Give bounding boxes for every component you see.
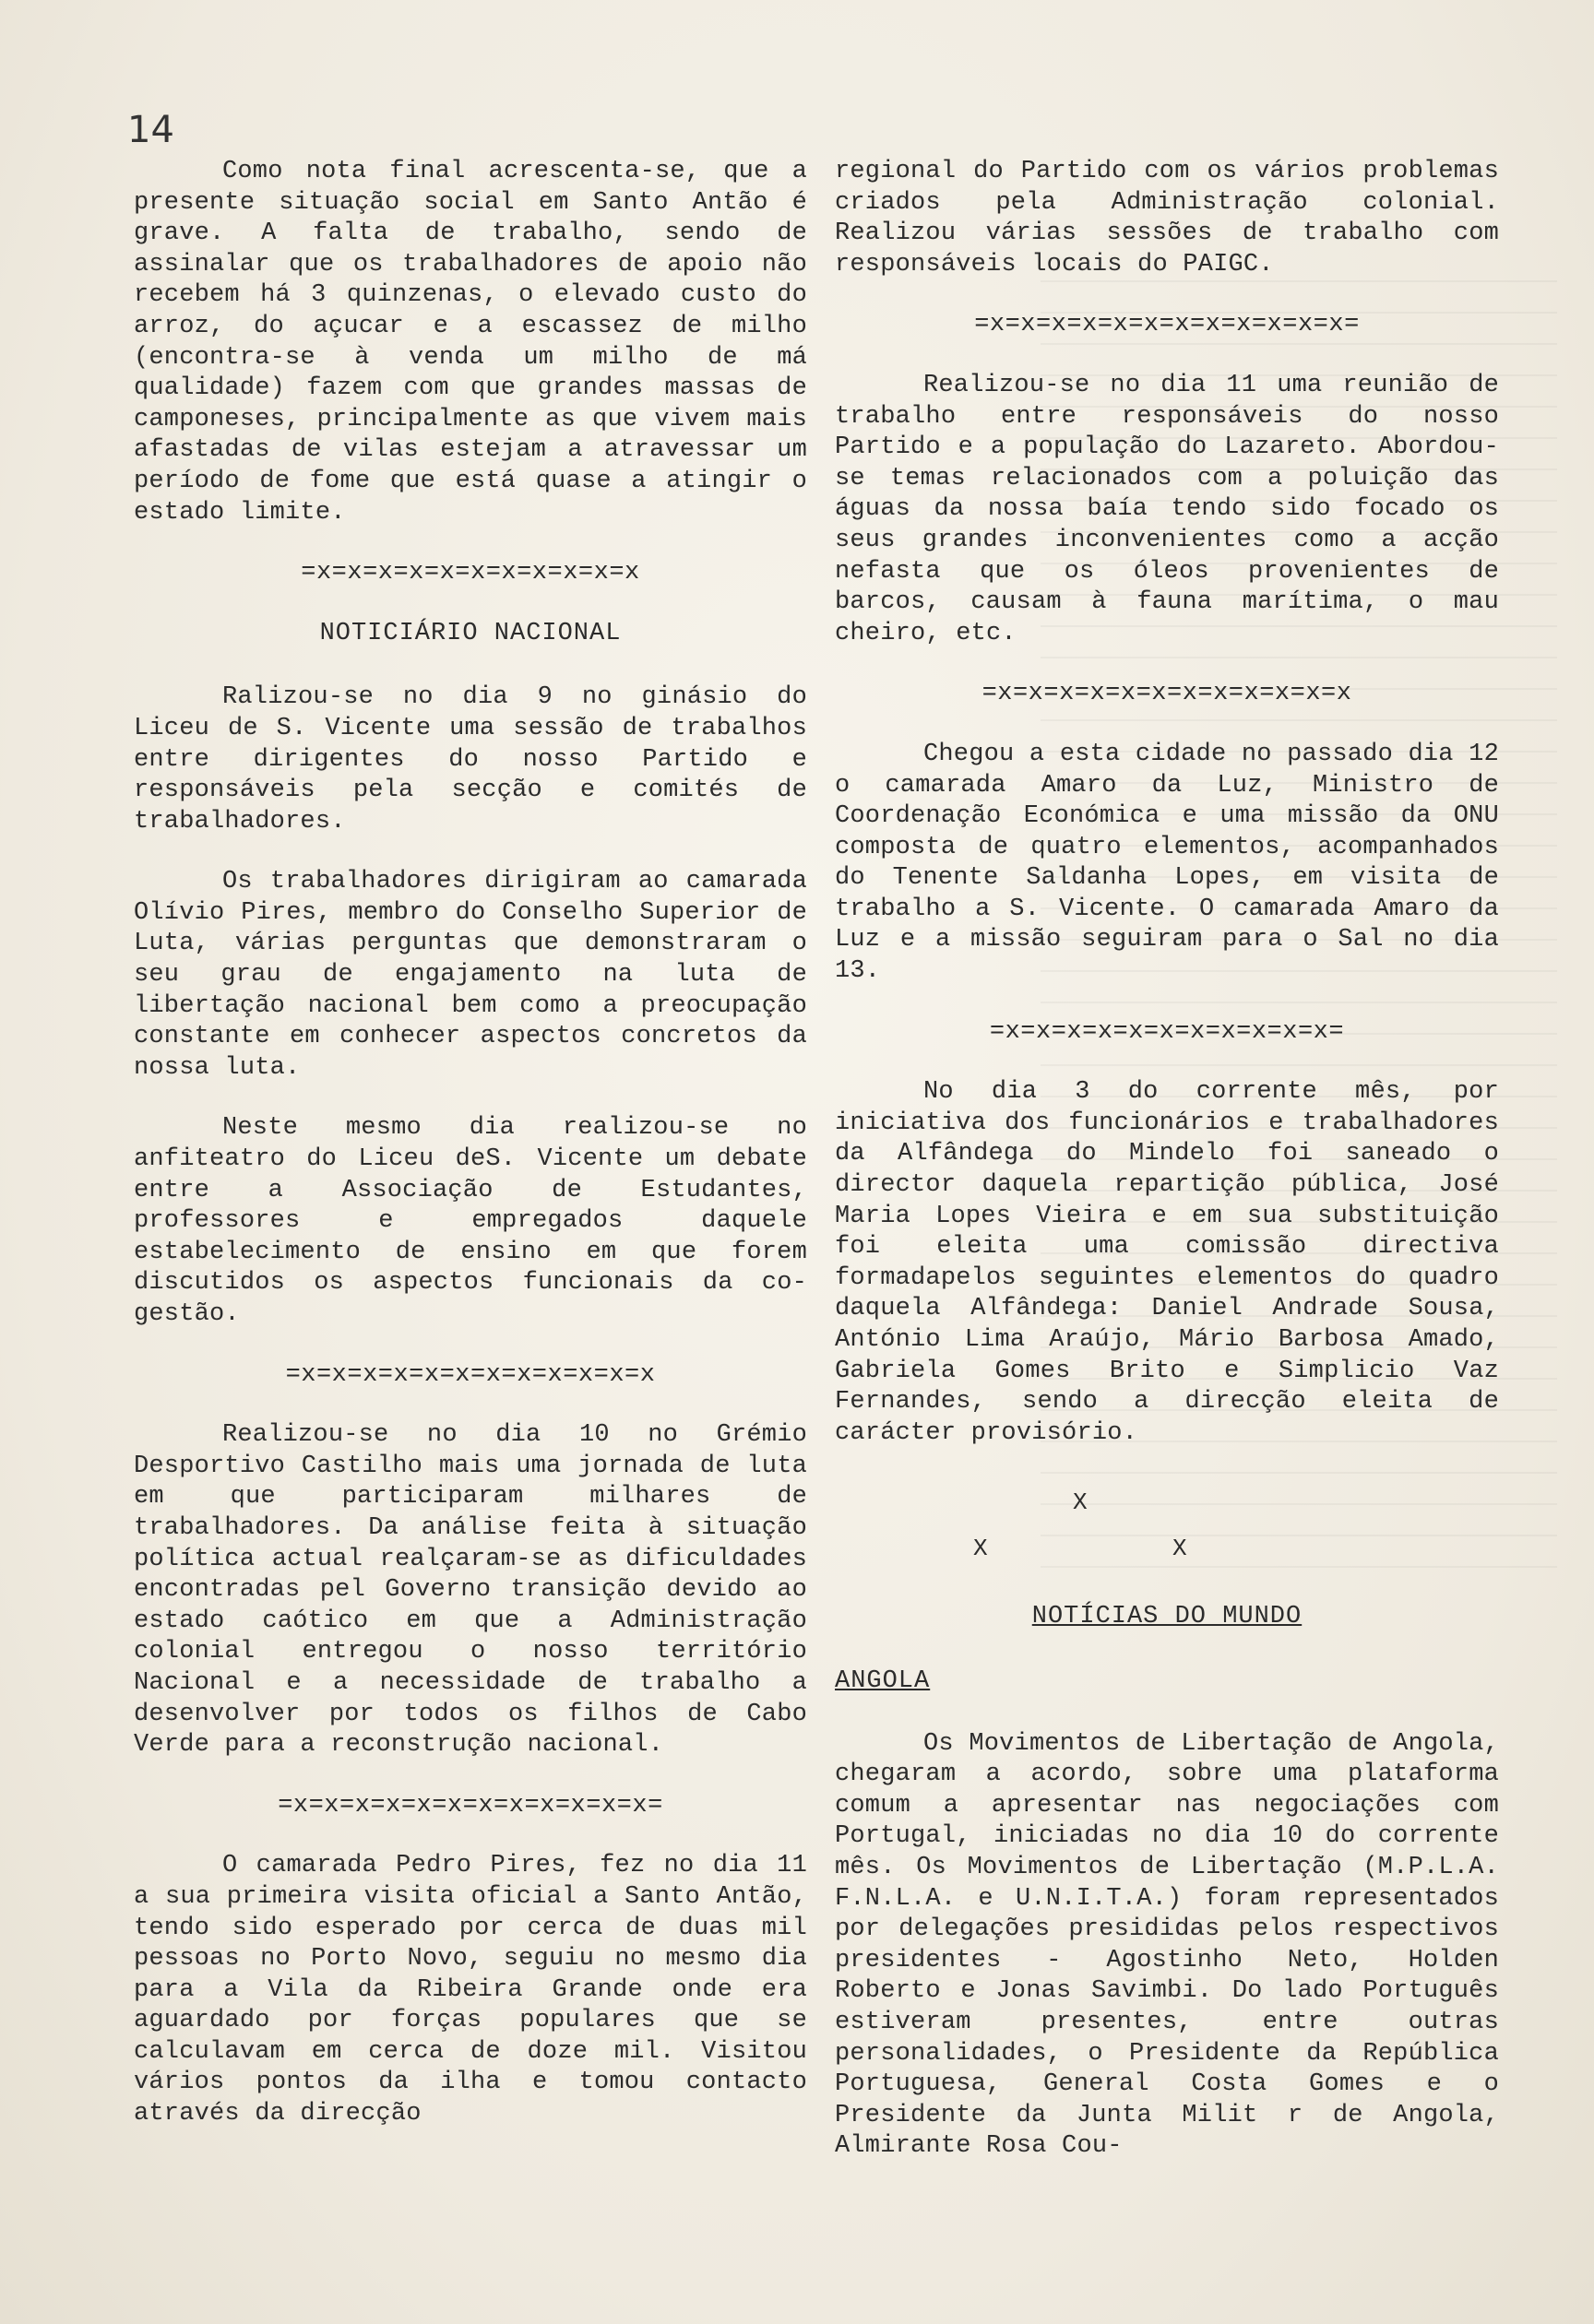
paragraph-olivio-pires: Os trabalhadores dirigiram ao camarada Olívio Pires, membro do Conselho Superior de Luta, várias perguntas que demonstraram o seu grau de engajamento na luta de libertação nacional bem como a preocupação constante em conhecer aspectos concretos da nossa luta. xyxy=(134,868,807,1082)
subheading-angola: ANGOLA xyxy=(835,1666,931,1695)
page-number: 14 xyxy=(127,109,174,151)
section-heading-noticias-do-mundo xyxy=(835,1602,1499,1633)
section-heading-noticiario-nacional: NOTICIÁRIO NACIONAL xyxy=(319,619,622,647)
section-separator: =x=x=x=x=x=x=x=x=x=x=x=x xyxy=(981,680,1352,708)
paragraph-santo-antao-situation: Como nota final acrescenta-se, que a presente situação social em Santo Antão é grave. A falta de trabalho, sendo de assinalar que os trabalhadores de apoio não recebem há 3 quinzenas, o elevado custo do arroz, do açucar e a escassez de milho (encontra-se à venda um milho de má qualidade) fazem com que grandes massas de camponeses, principalmente as que vivem mais afastadas de vilas estejam a atravessar um período de fome que está quase a atingir o estado limite. xyxy=(134,158,807,527)
paragraph-alfandega-mindelo: No dia 3 do corrente mês, por iniciativa dos funcionários e trabalhadores da Alfândega do Mindelo foi saneado o director daquela repartição pública, José Maria Lopes Vieira e em sua substituição foi eleita uma comissão directiva formadapelos seguintes elementos do quadro daquela Alfândega: Daniel Andrade Sousa, António Lima Araújo, Mário Barbosa Amado, Gabriela Gomes Brito e Simplicio Vaz Fernandes, sendo a direcção eleita de carácter provisório. xyxy=(835,1078,1499,1447)
paragraph-gremio-castilho: Realizou-se no dia 10 no Grémio Desportivo Castilho mais uma jornada de luta em que participaram milhares de trabalhadores. Da análise feita à situação política actual realçaram-se as dificuldades encontradas pel Governo transição devido ao estado caótico em que a Administração colonial entregou o nosso território Nacional e a necessidade de trabalho a desenvolver por todos os filhos de Cabo Verde para a reconstrução nacional. xyxy=(134,1421,807,1760)
x-mark-top: X xyxy=(1073,1488,1088,1517)
x-ornament xyxy=(835,1478,1499,1589)
paragraph-regional-continuation: regional do Partido com os vários problemas criados pela Administração colonial. Realizou várias sessões de trabalho com responsáveis locais do PAIGC. xyxy=(835,158,1499,279)
paragraph-pedro-pires-visit: O camarada Pedro Pires, fez no dia 11 a sua primeira visita oficial a Santo Antão, tendo sido esperado por cerca de duas mil pessoas no Porto Novo, seguiu no mesmo dia para a Vila da Ribeira Grande onde era aguardado por forças populares que se calculavam em cerca de doze mil. Visitou vários pontos da ilha e tomou contacto através da direcção xyxy=(134,1852,807,2128)
paragraph-amaro-da-luz: Chegou a esta cidade no passado dia 12 o camarada Amaro da Luz, Ministro de Coordenação Económica e uma missão da ONU composta de quatro elementos, acompanhados do Tenente Saldanha Lopes, em visita de trabalho a S. Vicente. O camarada Amaro da Luz e a missão seguiram para o Sal no dia 13. xyxy=(835,740,1499,986)
paragraph-liceu-session: Ralizou-se no dia 9 no ginásio do Liceu de S. Vicente uma sessão de trabalhos entre dirigentes do nosso Partido e responsáveis pela secção e comités de trabalhadores. xyxy=(134,683,807,836)
section-separator: =x=x=x=x=x=x=x=x=x=x=x=x= xyxy=(278,1791,663,1820)
paragraph-angola-movements: Os Movimentos de Libertação de Angola, chegaram a acordo, sobre uma plataforma comum a apresentar nas negociações com Portugal, iniciadas no dia 10 do corrente mês. Os Movimentos de Libertação (M.P.L.A. F.N.L.A. e U.N.I.T.A.) foram representados por delegações presididas pelos respectivos presidentes - Agostinho Neto, Holden Roberto e Jonas Savimbi. Do lado Português estiveram presentes, entre outras personalidades, o Presidente da República Portuguesa, General Costa Gomes e o Presidente da Junta Milit r de Angola, Almirante Rosa Cou- xyxy=(835,1729,1499,2161)
section-separator: =x=x=x=x=x=x=x=x=x=x=x xyxy=(301,559,640,587)
section-separator: =x=x=x=x=x=x=x=x=x=x=x=x xyxy=(285,1360,656,1389)
section-separator: =x=x=x=x=x=x=x=x=x=x=x=x= xyxy=(974,311,1360,339)
paragraph-anfiteatro-debate: Neste mesmo dia realizou-se no anfiteatro do Liceu deS. Vicente um debate entre a Associação de Estudantes, professores e empregados daquele estabelecimento de ensino em que forem discutidos os aspectos funcionais da co-gestão. xyxy=(134,1114,807,1328)
section-separator: =x=x=x=x=x=x=x=x=x=x=x= xyxy=(989,1017,1345,1046)
right-column xyxy=(835,157,1499,2192)
x-mark-left: X xyxy=(973,1535,988,1563)
heading-text: NOTÍCIAS DO MUNDO xyxy=(1031,1603,1303,1631)
left-column xyxy=(134,157,807,2160)
paragraph-lazareto-meeting: Realizou-se no dia 11 uma reunião de trabalho entre responsáveis do nosso Partido e a população do Lazareto. Abordou-se temas relacionados com a poluição das águas da nossa baía tendo sido focado os seus grandes inconvenientes como a acção nefasta que os óleos provenientes de barcos, causam à fauna marítima, o mau cheiro, etc. xyxy=(835,371,1499,647)
x-mark-right: X xyxy=(1172,1535,1187,1563)
